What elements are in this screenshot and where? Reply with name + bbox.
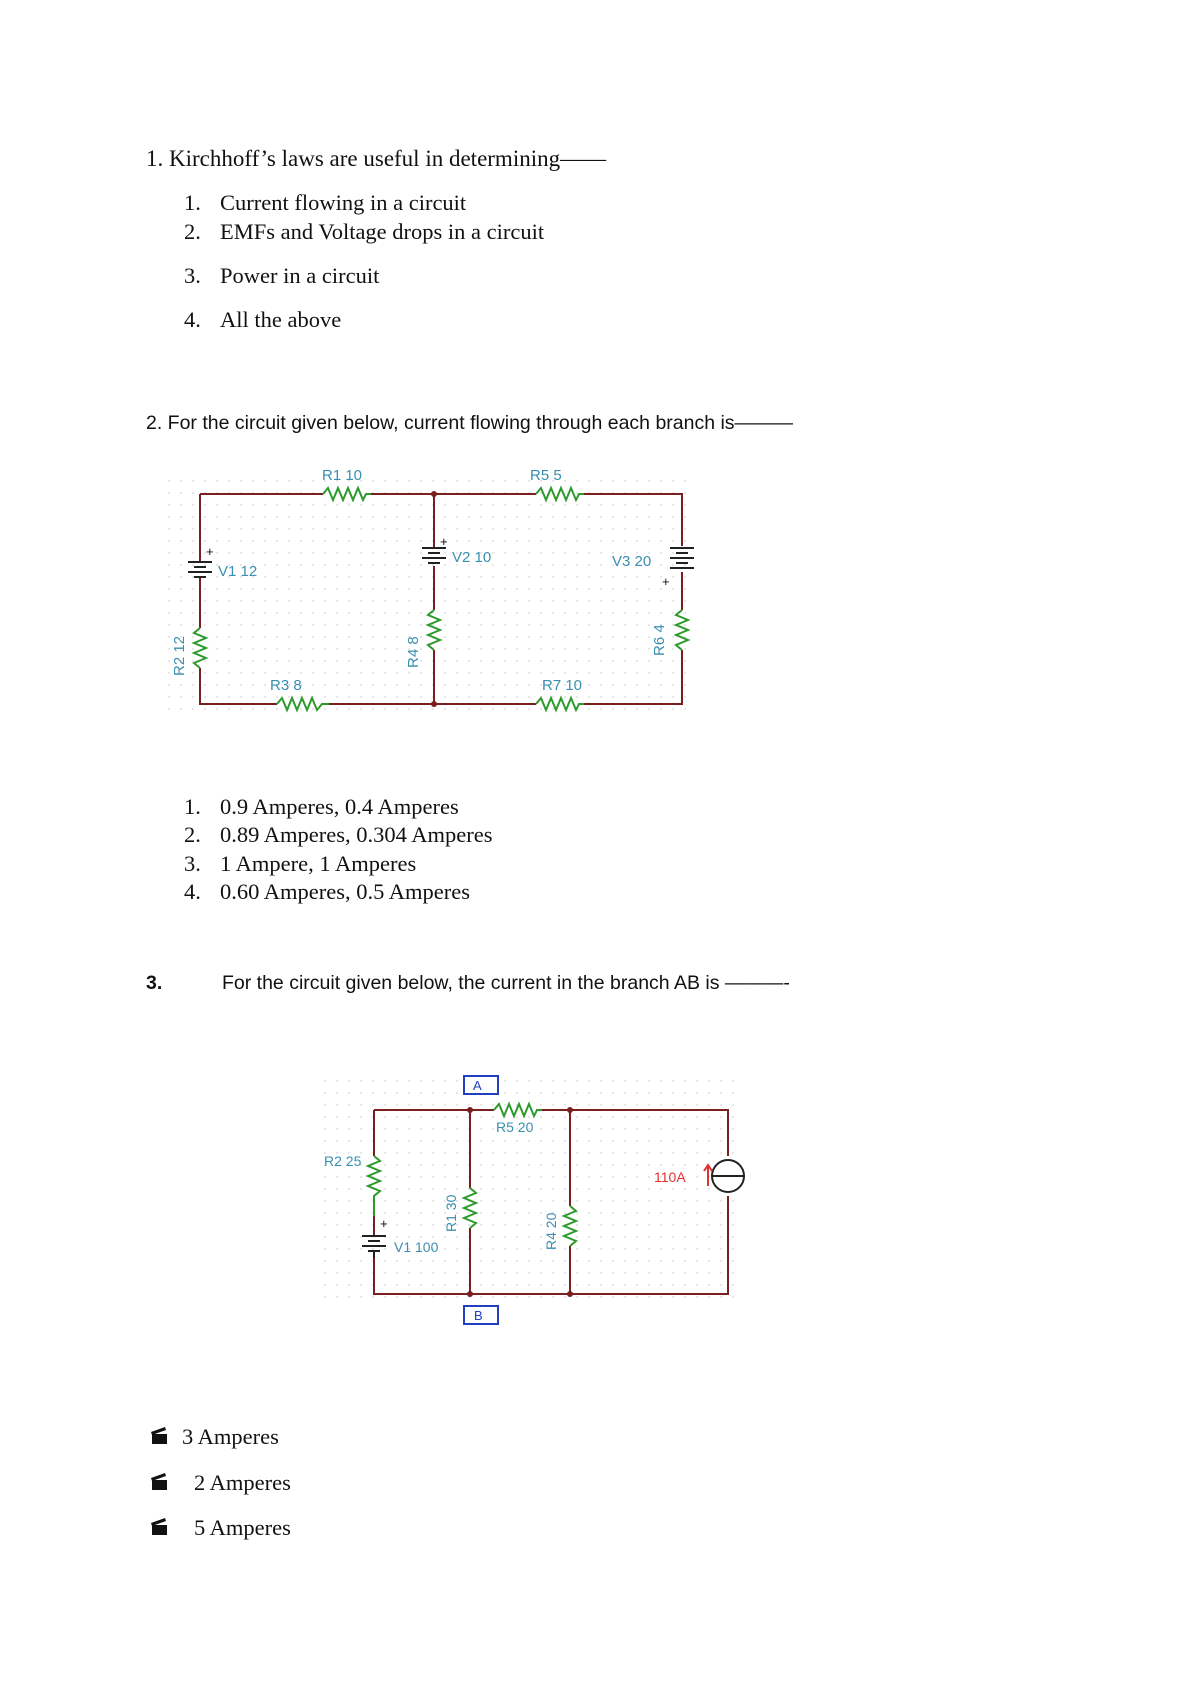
circuit-2 xyxy=(322,1076,744,1324)
clapperboard-icon xyxy=(150,1426,170,1446)
plus-v3: + xyxy=(662,574,670,589)
q1-option-2: 2. EMFs and Voltage drops in a circuit xyxy=(184,219,545,244)
question-1-title: 1. Kirchhoff’s laws are useful in determining—— xyxy=(146,146,607,171)
label-v1: V1 12 xyxy=(218,563,258,580)
question-3-number: 3. xyxy=(146,972,163,994)
q2-option-2: 2. 0.89 Amperes, 0.304 Amperes xyxy=(184,822,493,847)
circuit-1-grid xyxy=(158,472,694,718)
q3-option-2: 2 Amperes xyxy=(150,1470,291,1496)
plus-v1-b: + xyxy=(380,1216,388,1231)
label-r1: R1 10 xyxy=(322,467,363,484)
label-r4: R4 8 xyxy=(405,636,422,668)
label-r2: R2 12 xyxy=(171,635,188,676)
q2-option-1: 1. 0.9 Amperes, 0.4 Amperes xyxy=(184,794,459,819)
label-r5: R5 5 xyxy=(530,467,562,484)
label-r3: R3 8 xyxy=(270,677,302,694)
q2-option-3: 3. 1 Ampere, 1 Amperes xyxy=(184,851,417,876)
circuit-1 xyxy=(158,467,694,718)
plus-v2: + xyxy=(440,534,448,549)
label-r4-b: R4 20 xyxy=(543,1212,559,1250)
q1-option-4: 4. All the above xyxy=(184,307,342,332)
question-2-title: 2. For the circuit given below, current flowing through each branch is——— xyxy=(146,412,794,434)
node-b-box xyxy=(464,1306,498,1324)
q1-option-1: 1. Current flowing in a circuit xyxy=(184,190,467,215)
q3-option-1: 3 Amperes xyxy=(150,1424,279,1450)
label-r7: R7 10 xyxy=(542,677,583,694)
label-r6: R6 4 xyxy=(651,624,668,656)
clapperboard-icon xyxy=(150,1517,170,1537)
label-r1-b: R1 30 xyxy=(443,1194,459,1232)
circuit-2-grid xyxy=(322,1078,740,1302)
label-r2-b: R2 25 xyxy=(324,1153,362,1169)
q2-option-4: 4. 0.60 Amperes, 0.5 Amperes xyxy=(184,879,470,904)
label-current-source: 110A xyxy=(654,1169,686,1185)
label-v1-b: V1 100 xyxy=(394,1239,439,1255)
node-a-box xyxy=(464,1076,498,1094)
label-v3: V3 20 xyxy=(612,553,652,570)
node-b-label: B xyxy=(474,1308,483,1323)
question-3-title: For the circuit given below, the current in the branch AB is ———- xyxy=(222,972,790,994)
q3-option-3: 5 Amperes xyxy=(150,1515,291,1541)
label-r5-b: R5 20 xyxy=(496,1119,534,1135)
plus-v1: + xyxy=(206,544,214,559)
label-v2: V2 10 xyxy=(452,549,492,566)
clapperboard-icon xyxy=(150,1472,170,1492)
node-a-label: A xyxy=(473,1078,482,1093)
q1-option-3: 3. Power in a circuit xyxy=(184,263,380,288)
